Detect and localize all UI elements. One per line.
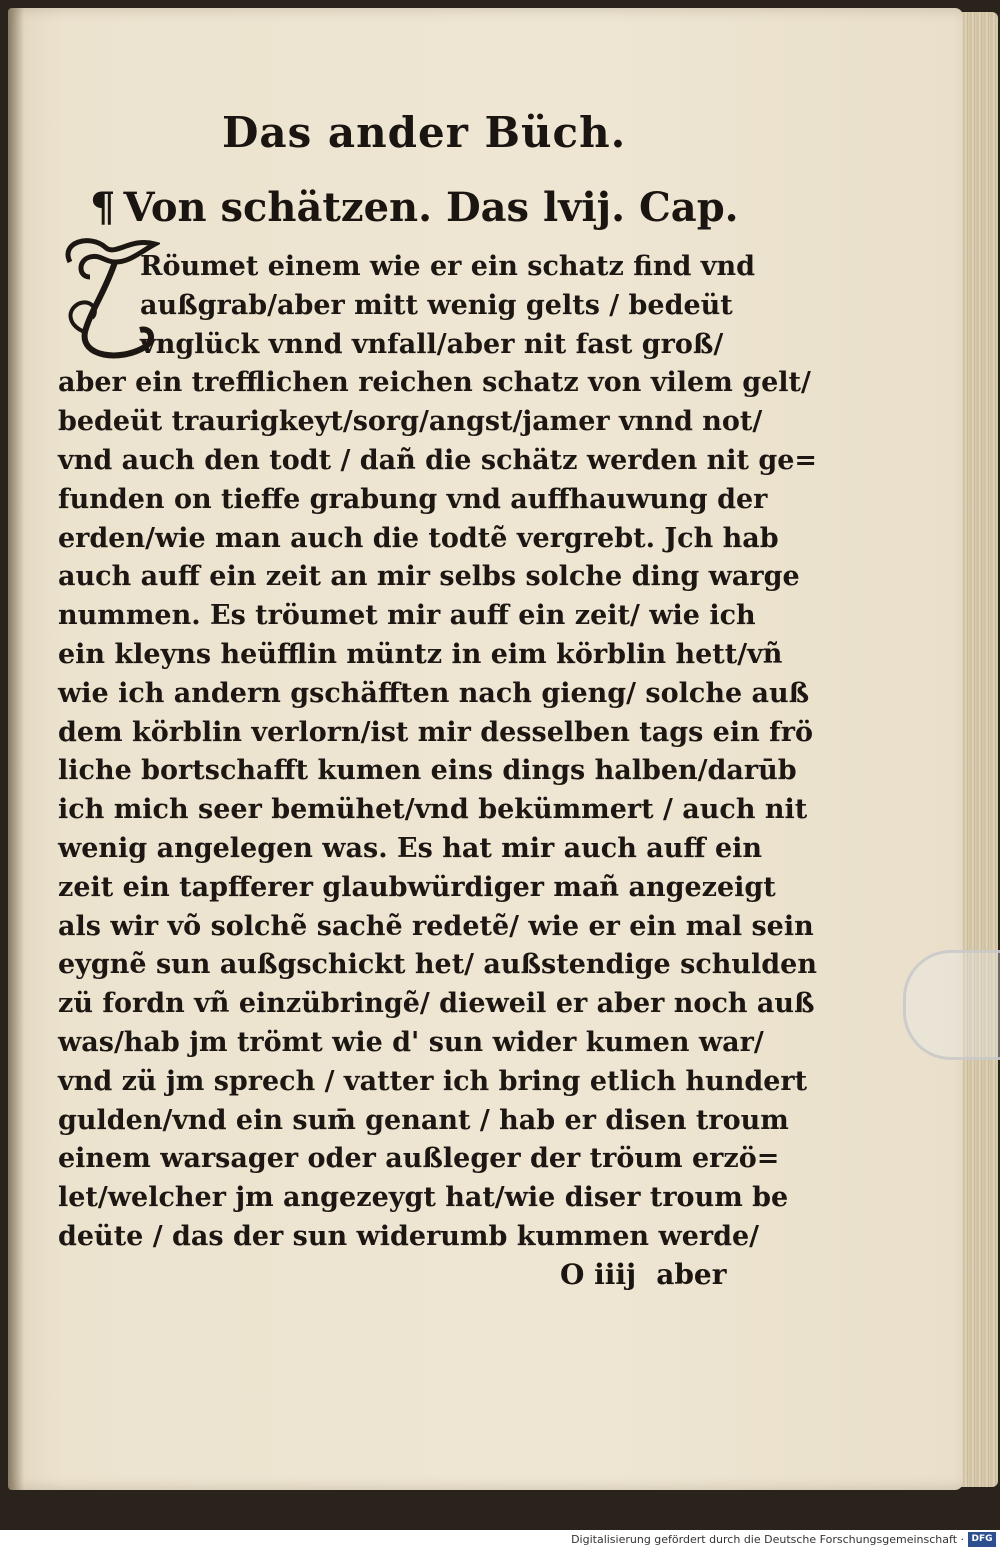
credit-text: Digitalisierung gefördert durch die Deutsche Forschungsgemeinschaft ·	[571, 1533, 964, 1546]
text-line: funden on tieffe grabung vnd auffhauwung der	[58, 483, 768, 515]
text-line: wenig angelegen was. Es hat mir auch auff ein	[58, 832, 763, 864]
text-line: let/welcher jm angezeygt hat/wie diser troum be	[58, 1182, 789, 1214]
chapter-heading	[90, 184, 739, 231]
text-line: vnd zü jm sprech / vatter ich bring etlich hundert	[58, 1065, 808, 1097]
catchword: aber	[656, 1258, 727, 1291]
text-line: nummen. Es tröumet mir auff ein zeit/ wie ich	[58, 600, 756, 632]
chapter-title: Von schätzen. Das lvij. Cap.	[123, 184, 739, 231]
text-line: ich mich seer bemühet/vnd bekümmert / auch nit	[58, 794, 808, 826]
text-line: wie ich andern gschäfften nach gieng/ solche auß	[58, 677, 810, 709]
text-line: gulden/vnd ein sum̄ genant / hab er disen troum	[58, 1104, 789, 1136]
signature-mark: O iiij	[560, 1258, 637, 1291]
text-line: vnd auch den todt / dañ die schätz werden nit ge=	[58, 444, 818, 476]
text-line: aber ein trefflichen reichen schatz von vilem gelt/	[58, 367, 811, 399]
running-head: Das ander Büch.	[222, 108, 627, 157]
text-line: was/hab jm trömt wie d' sun wider kumen war/	[58, 1026, 764, 1058]
text-line: liche bortschafft kumen eins dings halben/darūb	[58, 755, 797, 787]
signature-row	[560, 1258, 760, 1291]
text-line: deüte / das der sun widerumb kummen werde/	[58, 1220, 760, 1252]
text-line: einem warsager oder außleger der tröum erzö=	[58, 1143, 780, 1175]
text-line: vnglück vnnd vnfall/aber nit fast groß/	[140, 328, 724, 360]
text-line: außgrab/aber mitt wenig gelts / bedeüt	[140, 289, 733, 321]
text-line: ein kleyns heüfflin müntz in eim körblin hett/vñ	[58, 638, 783, 670]
text-line: dem körblin verlorn/ist mir desselben tags ein frö	[58, 716, 813, 748]
text-line: erden/wie man auch die todtẽ vergrebt. Jch hab	[58, 522, 779, 554]
text-line: bedeüt traurigkeyt/sorg/angst/jamer vnnd not/	[58, 406, 763, 438]
text-line: Röumet einem wie er ein schatz find vnd	[140, 251, 755, 282]
text-line: als wir võ solchẽ sachẽ redetẽ/ wie er ein mal sein	[58, 910, 814, 942]
text-line: zeit ein tapfferer glaubwürdiger mañ angezeigt	[58, 871, 776, 903]
dfg-logo: DFG	[968, 1532, 996, 1547]
body-text	[58, 248, 818, 1257]
gutter-shadow	[8, 8, 24, 1490]
page-clip	[903, 950, 1000, 1060]
credit-bar	[0, 1530, 1000, 1550]
text-line: eygnẽ sun außgschickt het/ außstendige schulden	[58, 949, 817, 981]
text-line: auch auff ein zeit an mir selbs solche ding warge	[58, 561, 800, 593]
chapter-marker: ¶	[90, 184, 116, 231]
text-line: zü fordn vñ einzübringẽ/ dieweil er aber noch auß	[58, 988, 815, 1020]
